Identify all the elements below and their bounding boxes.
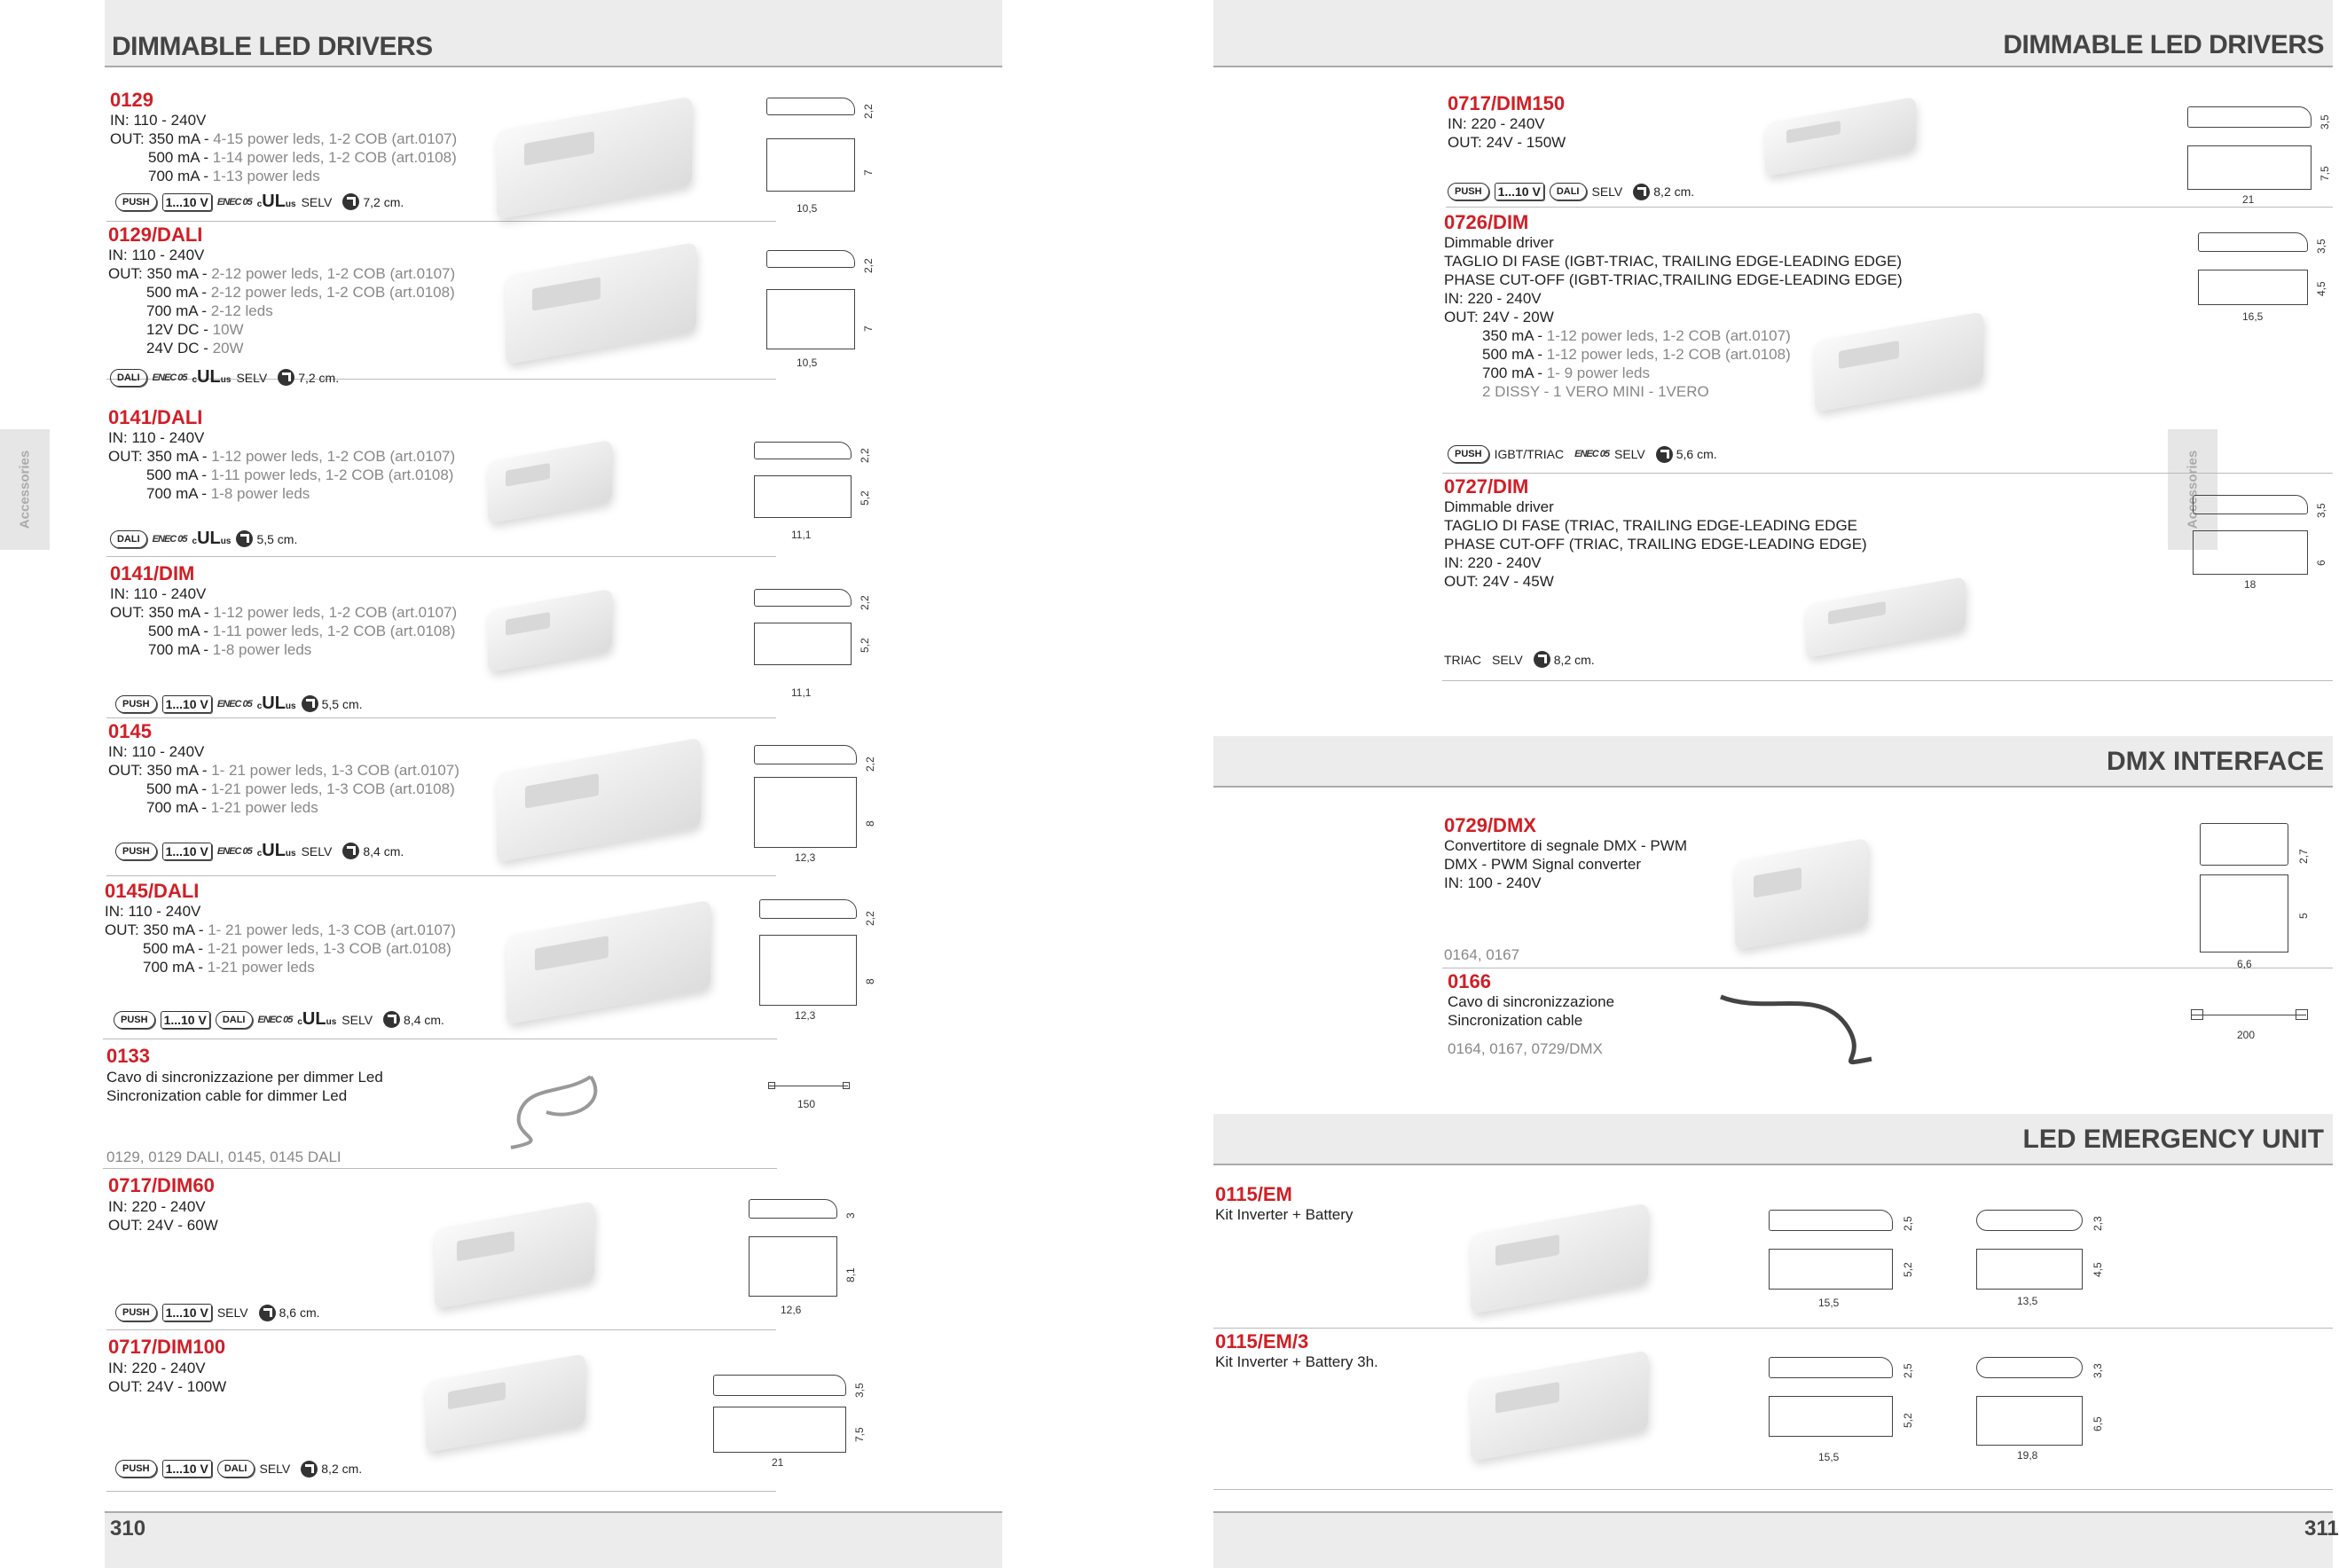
spec-out-line: 700 mA - 1- 9 power leds [1482, 365, 1650, 381]
product-image [435, 1201, 594, 1309]
dimension-drawing: 2,2 8 12,3 [639, 745, 772, 878]
cable-image [1712, 979, 1889, 1077]
spec-out-line: OUT: 350 mA - 1- 21 power leds, 1-3 COB (art.0107) [108, 762, 459, 779]
hole-size: 8,2 cm. [1653, 184, 1695, 199]
certification-row [110, 367, 349, 388]
product-0141-dali [106, 406, 871, 557]
product-code: 0115/EM [1215, 1183, 1292, 1205]
spec-line: OUT: 24V - 45W [1444, 573, 1554, 590]
hole-size-icon [342, 193, 359, 210]
certification-row [115, 694, 373, 714]
dimension-drawing: 2,5 5,2 15,5 3,3 6,5 19,8 [1746, 1357, 2278, 1490]
spec-out-line: 500 mA - 1-21 power leds, 1-3 COB (art.0108) [146, 780, 455, 797]
hole-size-icon [383, 1011, 400, 1028]
spec-out-line: 700 mA - 1-13 power leds [148, 168, 320, 184]
page-title: DIMMABLE LED DRIVERS [2003, 30, 2324, 59]
dimension-drawing: 2,5 5,2 15,5 2,3 4,5 13,5 [1746, 1210, 2278, 1334]
spec-line: Kit Inverter + Battery 3h. [1215, 1353, 1378, 1370]
enec-icon: ENEC 05 [216, 196, 252, 208]
hole-size: 7,2 cm. [298, 370, 340, 385]
product-0726-dim [1442, 211, 2333, 474]
dimension-drawing: 2,2 5,2 11,1 [639, 442, 772, 566]
dali-badge: DALI [216, 1011, 253, 1029]
enec-icon: ENEC 05 [216, 698, 252, 710]
product-0717-dim100 [106, 1332, 866, 1492]
spec-out-line: 700 mA - 1-8 power leds [148, 641, 312, 658]
hole-size: 8,6 cm. [279, 1305, 320, 1320]
spec-out-line: 700 mA - 2-12 leds [146, 302, 273, 319]
hole-size: 8,4 cm. [404, 1012, 444, 1027]
certification-row [115, 192, 414, 212]
product-0166 [1446, 970, 2333, 1086]
compatible-list: 0164, 0167, 0729/DMX [1448, 1040, 1603, 1057]
hole-size-icon [278, 369, 294, 386]
page-number: 310 [110, 1517, 146, 1541]
certification-row [1444, 651, 1605, 668]
product-code: 0141/DALI [108, 406, 203, 428]
product-code: 0133 [106, 1045, 150, 1067]
hole-size: 5,5 cm. [256, 531, 298, 546]
product-image [1765, 97, 1916, 176]
spec-line: IN: 110 - 240V [108, 429, 205, 446]
page-footer [105, 1511, 1002, 1568]
spec-line: TAGLIO DI FASE (IGBT-TRIAC, TRAILING EDGE-LEADING EDGE) [1444, 253, 1903, 270]
dimension-drawing: 3,5 6 18 [2081, 495, 2329, 610]
certification-row [1448, 445, 1728, 463]
product-0727-dim [1442, 475, 2333, 681]
dimension-drawing: 150 [653, 1077, 777, 1130]
left-page [0, 0, 1109, 1568]
spec-out-line: 500 mA - 2-12 power leds, 1-2 COB (art.0108) [146, 284, 455, 301]
ul-icon: cULus [256, 694, 296, 713]
ul-icon: cULus [192, 529, 232, 548]
page-header [1213, 0, 2333, 67]
hole-size: 8,2 cm. [1553, 652, 1595, 667]
spec-out-line: 500 mA - 1-14 power leds, 1-2 COB (art.0108) [148, 149, 457, 166]
product-0129-dali [106, 223, 875, 387]
dimension-drawing: 3,5 7,5 21 [2067, 106, 2333, 213]
spec-line: IN: 110 - 240V [110, 112, 207, 129]
spec-line: Cavo di sincronizzazione per dimmer Led [106, 1069, 383, 1086]
hole-size: 5,5 cm. [321, 696, 363, 711]
product-code: 0145 [108, 720, 152, 742]
push-badge: PUSH [115, 1304, 157, 1321]
spec-line: OUT: 24V - 60W [108, 1217, 218, 1234]
page-footer [1213, 1511, 2333, 1568]
triac-label: TRIAC [1444, 652, 1481, 667]
dimension-drawing: 3,5 7,5 21 [621, 1375, 781, 1490]
spec-line: IN: 110 - 240V [108, 743, 205, 760]
spec-out-line: 2 DISSY - 1 VERO MINI - 1VERO [1482, 383, 1709, 400]
dim-1-10v-badge: 1...10 V [162, 843, 212, 860]
spec-line: IN: 110 - 240V [105, 903, 201, 920]
dim-1-10v-badge: 1...10 V [161, 1011, 210, 1029]
hole-size-icon [301, 1461, 318, 1478]
spec-line: IN: 100 - 240V [1444, 874, 1542, 891]
spec-out-line: OUT: 350 mA - 4-15 power leds, 1-2 COB (art.0107) [110, 130, 458, 147]
spec-line: Kit Inverter + Battery [1215, 1206, 1354, 1223]
dimension-drawing: 2,2 7 10,5 [656, 96, 772, 220]
ul-icon: cULus [256, 192, 296, 211]
spec-line: Dimmable driver [1444, 498, 1554, 515]
product-0145 [106, 720, 876, 876]
hole-size-icon [236, 530, 253, 547]
section-title: DMX INTERFACE [2106, 747, 2324, 776]
spec-line: Dimmable driver [1444, 234, 1554, 251]
spec-line: PHASE CUT-OFF (IGBT-TRIAC,TRAILING EDGE-LEADING EDGE) [1444, 271, 1903, 288]
dimension-drawing: 2,7 5 6,6 [2081, 823, 2329, 965]
push-badge: PUSH [1448, 445, 1489, 463]
spec-out-line: OUT: 350 mA - 2-12 power leds, 1-2 COB (art.0107) [108, 265, 456, 282]
product-code: 0729/DMX [1444, 814, 1536, 836]
selv-label: SELV [236, 370, 268, 385]
hole-size-icon [342, 843, 359, 859]
enec-icon: ENEC 05 [152, 372, 187, 383]
selv-label: SELV [341, 1012, 373, 1027]
spec-line: OUT: 24V - 150W [1448, 134, 1566, 151]
spec-line: DMX - PWM Signal converter [1444, 856, 1641, 873]
selv-label: SELV [301, 194, 333, 209]
product-code: 0717/DIM60 [108, 1174, 215, 1196]
spec-line: IN: 220 - 240V [1444, 290, 1542, 307]
spec-out-line: 500 mA - 1-12 power leds, 1-2 COB (art.0108) [1482, 346, 1791, 363]
hole-size-icon [1534, 651, 1550, 668]
certification-row [115, 1304, 331, 1321]
side-tab [0, 429, 50, 550]
page-number: 311 [2304, 1517, 2339, 1541]
page-title: DIMMABLE LED DRIVERS [112, 32, 433, 61]
product-code: 0141/DIM [110, 562, 195, 584]
product-image [488, 440, 612, 524]
dim-1-10v-badge: 1...10 V [162, 193, 212, 211]
compatible-list: 0164, 0167 [1444, 946, 1520, 963]
spec-line: Cavo di sincronizzazione [1448, 993, 1615, 1010]
dali-badge: DALI [110, 530, 147, 548]
selv-label: SELV [1492, 652, 1523, 667]
spec-out-line: OUT: 350 mA - 1- 21 power leds, 1-3 COB (art.0107) [105, 921, 456, 938]
push-badge: PUSH [114, 1011, 155, 1029]
product-0115-em [1213, 1183, 2333, 1329]
product-0729-dmx [1442, 814, 2333, 968]
product-code: 0129 [110, 89, 153, 111]
spec-out-line: 500 mA - 1-11 power leds, 1-2 COB (art.0108) [148, 623, 456, 639]
dimension-drawing: 3 8,1 12,6 [639, 1197, 772, 1330]
dali-badge: DALI [110, 369, 147, 387]
enec-icon: ENEC 05 [257, 1014, 293, 1025]
hole-size-icon [1633, 184, 1650, 200]
spec-line: Convertitore di segnale DMX - PWM [1444, 837, 1687, 854]
selv-label: SELV [1613, 447, 1645, 461]
enec-icon: ENEC 05 [216, 845, 252, 857]
spec-line: IN: 110 - 240V [110, 585, 207, 602]
dmx-section-header [1213, 736, 2333, 788]
dim-1-10v-badge: 1...10 V [162, 695, 212, 713]
spec-line: OUT: 24V - 100W [108, 1378, 227, 1395]
product-image [1735, 838, 1868, 950]
spec-line: TAGLIO DI FASE (TRIAC, TRAILING EDGE-LEADING EDGE [1444, 517, 1858, 534]
dali-badge: DALI [1550, 183, 1587, 200]
spec-line: IN: 220 - 240V [108, 1360, 206, 1376]
product-image [426, 1353, 585, 1453]
side-tab-label: Accessories [2185, 450, 2201, 529]
selv-label: SELV [216, 1305, 248, 1320]
dim-1-10v-badge: 1...10 V [1495, 183, 1544, 200]
spec-out-line: 700 mA - 1-21 power leds [143, 959, 315, 976]
certification-row [115, 1460, 373, 1478]
product-code: 0145/DALI [105, 880, 200, 902]
dimension-drawing: 200 [2093, 1006, 2333, 1059]
selv-label: SELV [1591, 184, 1623, 199]
spec-out-line: 700 mA - 1-21 power leds [146, 799, 318, 816]
side-tab-label: Accessories [17, 450, 33, 529]
emergency-section-header [1213, 1114, 2333, 1165]
selv-label: SELV [259, 1462, 291, 1476]
spec-out-line: 350 mA - 1-12 power leds, 1-2 COB (art.0107) [1482, 327, 1791, 344]
push-badge: PUSH [115, 193, 157, 211]
spec-line: Sincronization cable [1448, 1012, 1583, 1029]
compatible-list: 0129, 0129 DALI, 0145, 0145 DALI [106, 1149, 341, 1165]
enec-icon: ENEC 05 [1574, 449, 1609, 459]
certification-row [115, 841, 414, 861]
product-0145-dali [103, 878, 876, 1039]
dim-1-10v-badge: 1...10 V [162, 1304, 212, 1321]
product-0129 [106, 87, 875, 222]
right-page [1109, 0, 2339, 1568]
product-image [488, 589, 612, 673]
spec-out-line: 500 mA - 1-11 power leds, 1-2 COB (art.0108) [146, 466, 454, 483]
product-code: 0717/DIM100 [108, 1336, 226, 1358]
product-image [1471, 1350, 1648, 1461]
push-badge: PUSH [115, 695, 157, 713]
product-code: 0166 [1448, 970, 1491, 992]
product-code: 0115/EM/3 [1215, 1330, 1309, 1352]
hole-size: 7,2 cm. [363, 194, 404, 209]
product-0141-dim [106, 562, 871, 718]
product-image [1471, 1203, 1648, 1313]
spec-line: IN: 110 - 240V [108, 247, 205, 263]
certification-row [1448, 183, 1705, 200]
push-badge: PUSH [1448, 183, 1489, 200]
dali-badge: DALI [217, 1460, 255, 1478]
push-badge: PUSH [115, 1460, 157, 1478]
spec-out-line: 700 mA - 1-8 power leds [146, 485, 310, 502]
product-0717-dim60 [106, 1171, 857, 1330]
dimension-drawing: 2,2 8 12,3 [644, 899, 777, 1032]
product-code: 0129/DALI [108, 223, 203, 246]
certification-row [110, 529, 308, 549]
certification-row [114, 1009, 455, 1030]
hole-size: 5,6 cm. [1676, 447, 1717, 461]
enec-icon: ENEC 05 [152, 533, 187, 545]
product-code: 0727/DIM [1444, 475, 1529, 498]
push-badge: PUSH [115, 843, 157, 860]
hole-size-icon [1656, 446, 1673, 463]
spec-line: IN: 220 - 240V [1444, 554, 1542, 571]
dimension-drawing: 2,2 5,2 11,1 [639, 589, 772, 713]
ul-icon: cULus [297, 1009, 337, 1029]
dim-1-10v-badge: 1...10 V [162, 1460, 212, 1478]
spec-out-line: 24V DC - 20W [146, 340, 244, 357]
cable-image [458, 1059, 635, 1156]
hole-size-icon [302, 695, 318, 712]
spec-out-line: OUT: 350 mA - 1-12 power leds, 1-2 COB (art.0107) [110, 604, 458, 621]
product-code: 0717/DIM150 [1448, 92, 1566, 114]
product-code: 0726/DIM [1444, 211, 1529, 233]
product-0115-em-3 [1213, 1330, 2333, 1490]
spec-line: IN: 220 - 240V [1448, 115, 1545, 132]
spec-line: IN: 220 - 240V [108, 1198, 206, 1215]
selv-label: SELV [301, 843, 333, 858]
spec-line: OUT: 24V - 20W [1444, 309, 1554, 325]
spec-line: Sincronization cable for dimmer Led [106, 1087, 348, 1104]
ul-icon: cULus [192, 367, 232, 387]
hole-size: 8,2 cm. [321, 1462, 363, 1476]
page-header [105, 0, 1002, 67]
spec-line: PHASE CUT-OFF (TRIAC, TRAILING EDGE-LEADING EDGE) [1444, 536, 1867, 553]
section-title: LED EMERGENCY UNIT [2022, 1125, 2324, 1154]
product-0133 [103, 1041, 816, 1169]
igbt-triac-label: IGBT/TRIAC [1494, 447, 1565, 461]
spec-out-line: OUT: 350 mA - 1-12 power leds, 1-2 COB (art.0107) [108, 448, 456, 465]
dimension-drawing: 3,5 4,5 16,5 [2081, 232, 2329, 339]
spec-out-line: 12V DC - 10W [146, 321, 244, 338]
hole-size: 8,4 cm. [363, 843, 404, 858]
spec-out-line: 500 mA - 1-21 power leds, 1-3 COB (art.0108) [143, 940, 451, 957]
product-0717-dim150 [1446, 92, 2333, 208]
hole-size-icon [259, 1305, 276, 1321]
dimension-drawing: 2,2 7 10,5 [656, 250, 772, 374]
ul-icon: cULus [256, 841, 296, 860]
